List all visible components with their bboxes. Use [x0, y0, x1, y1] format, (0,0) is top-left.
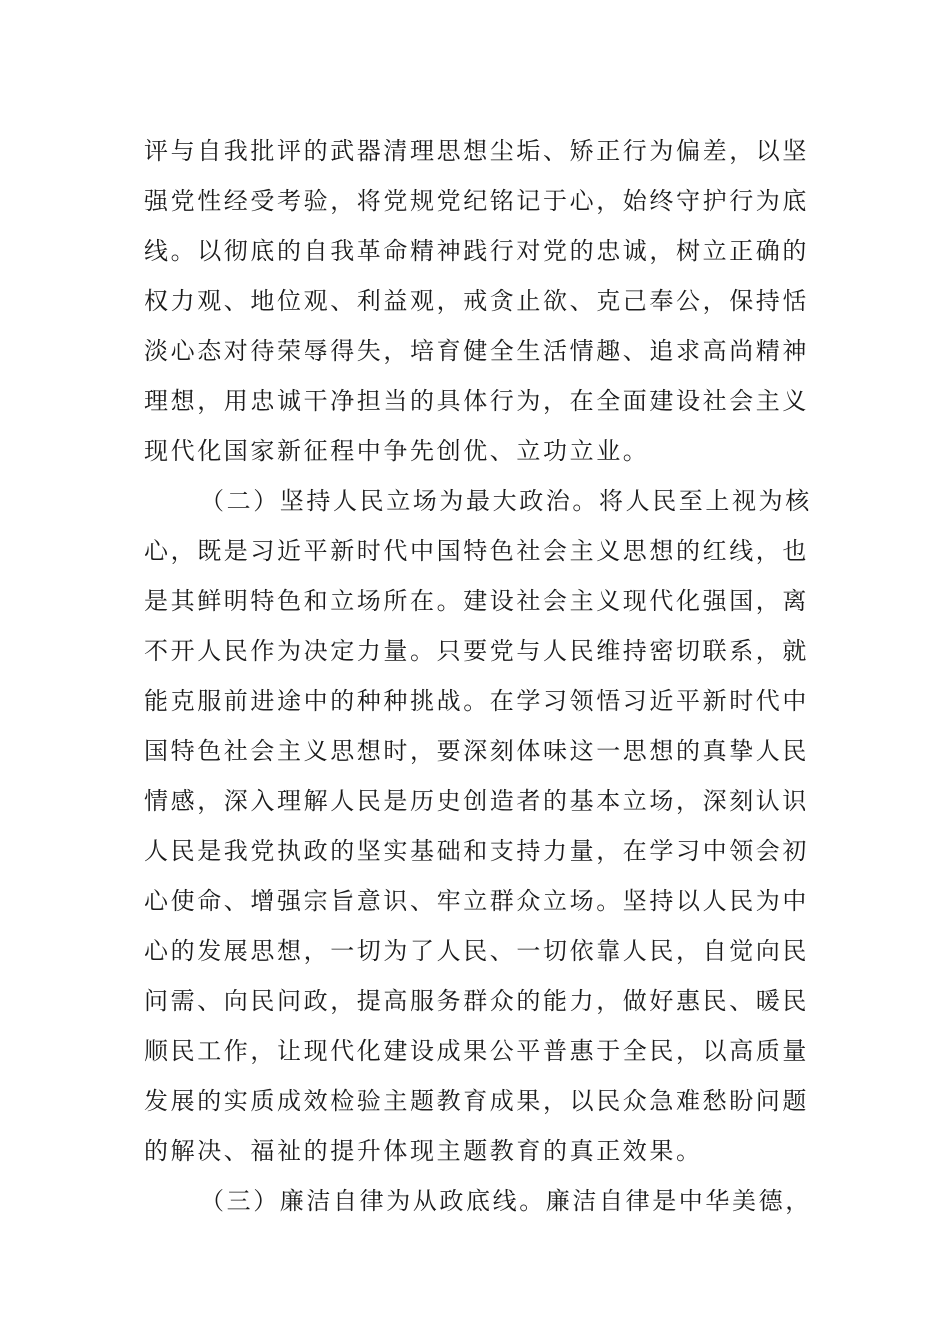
- text-line: 淡心态对待荣辱得失，培育健全生活情趣、追求高尚精神: [144, 337, 809, 365]
- text-line: 不开人民作为决定力量。只要党与人民维持密切联系，就: [144, 637, 809, 665]
- paragraph-3: [144, 1176, 812, 1226]
- text-line: 线。以彻底的自我革命精神践行对党的忠诚，树立正确的: [144, 237, 809, 265]
- paragraph-1: [144, 126, 808, 476]
- paragraph-heading-line: （三）廉洁自律为从政底线。廉洁自律是中华美德，: [200, 1187, 812, 1215]
- paragraph-2: [144, 476, 812, 1176]
- text-line: 是其鲜明特色和立场所在。建设社会主义现代化强国，离: [144, 587, 809, 615]
- text-line: 能克服前进途中的种种挑战。在学习领悟习近平新时代中: [144, 687, 809, 715]
- text-line: 顺民工作，让现代化建设成果公平普惠于全民，以高质量: [144, 1037, 809, 1065]
- paragraph-heading-line: （二）坚持人民立场为最大政治。将人民至上视为核: [200, 487, 812, 515]
- text-line: 心，既是习近平新时代中国特色社会主义思想的红线，也: [144, 537, 809, 565]
- text-line: 问需、向民问政，提高服务群众的能力，做好惠民、暖民: [144, 987, 809, 1015]
- text-line: 心使命、增强宗旨意识、牢立群众立场。坚持以人民为中: [144, 887, 809, 915]
- text-line: 人民是我党执政的坚实基础和支持力量，在学习中领会初: [144, 837, 809, 865]
- text-line: 理想，用忠诚干净担当的具体行为，在全面建设社会主义: [144, 387, 809, 415]
- text-line: 国特色社会主义思想时，要深刻体味这一思想的真挚人民: [144, 737, 809, 765]
- text-line: 的解决、福祉的提升体现主题教育的真正效果。: [144, 1137, 703, 1165]
- text-line: 强党性经受考验，将党规党纪铭记于心，始终守护行为底: [144, 187, 809, 215]
- document-body: [144, 126, 812, 1226]
- text-line: 现代化国家新征程中争先创优、立功立业。: [144, 437, 650, 465]
- text-line: 心的发展思想，一切为了人民、一切依靠人民，自觉向民: [144, 937, 809, 965]
- text-line: 评与自我批评的武器清理思想尘垢、矫正行为偏差，以坚: [144, 137, 809, 165]
- text-line: 发展的实质成效检验主题教育成果，以民众急难愁盼问题: [144, 1087, 809, 1115]
- text-line: 权力观、地位观、利益观，戒贪止欲、克己奉公，保持恬: [144, 287, 809, 315]
- text-line: 情感，深入理解人民是历史创造者的基本立场，深刻认识: [144, 787, 809, 815]
